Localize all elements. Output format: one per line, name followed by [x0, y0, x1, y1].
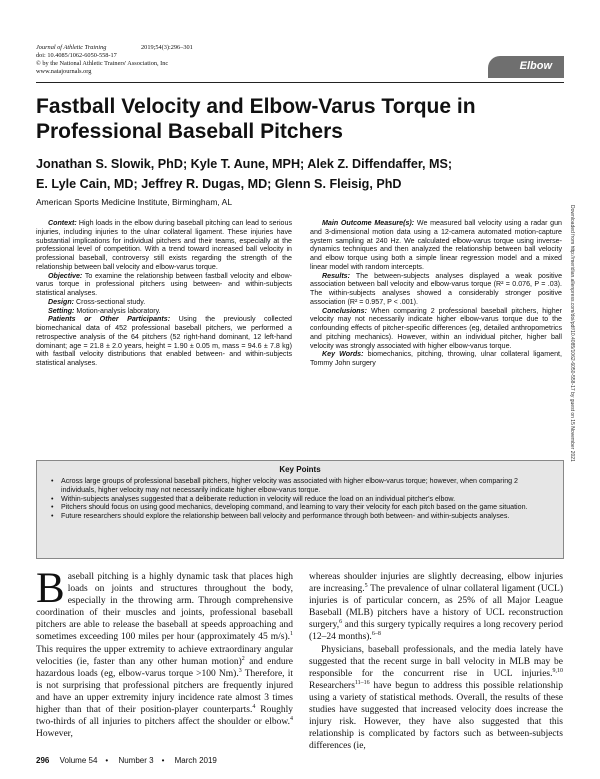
abstract-context: Context: High loads in the elbow during baseball pitching can lead to serious injuries, including injuries to the ulnar collateral ligament. These injuries have substantial implications for individual pitchers and their teams, especially at the professional level of competition. With a trend toward increased ball velocity in professional baseball, controversy still exists regarding the strength of the relationship between ball velocity and elbow-varus torque.	[36, 219, 292, 271]
authors-line-2: E. Lyle Cain, MD; Jeffrey R. Dugas, MD; Glenn S. Fleisig, PhD	[36, 177, 402, 191]
abstract-conclusions: Conclusions: When comparing 2 professional baseball pitchers, higher velocity may not necessarily indicate higher elbow-varus torque due to the confounding effects of pitcher-specific differences (eg, detailed anthropometrics and pitching mechanics). However, within an individual pitcher, higher ball velocity was strongly associated with higher elbow-varus torque.	[310, 306, 562, 350]
citation: 6	[339, 619, 343, 626]
abstract-right-column	[310, 219, 562, 368]
key-point-item: • Future researchers should explore the relationship between ball velocity and performance through both between- and within-subjects analyses.	[51, 512, 551, 521]
journal-citation-line	[36, 44, 366, 52]
footer-volume: Volume 54	[59, 756, 98, 765]
download-note	[566, 205, 576, 675]
section-tab	[488, 56, 564, 78]
abstract-results: Results: The between-subjects analyses displayed a weak positive association between ball velocity and elbow-varus torque (R² = 0.076, P = .03). The within-subjects analyses showed a considerably stronger positive association (R² = 0.957, P < .001).	[310, 271, 563, 306]
drop-cap: B	[36, 565, 65, 612]
citation: 11–16	[354, 679, 370, 686]
abstract-setting: Setting: Motion-analysis laboratory.	[48, 306, 161, 315]
citation: 1	[290, 631, 293, 638]
key-points-list	[51, 477, 551, 521]
article-title	[36, 94, 556, 144]
abstract-keywords: Key Words: biomechanics, pitching, throwing, ulnar collateral ligament, Tommy John surgery	[310, 350, 562, 367]
abstract-outcome: Main Outcome Measure(s): We measured ball velocity using a radar gun and 3-dimensional motion data using a 12-camera automated motion-capture system sampling at 240 Hz. We calculated elbow-varus torque using inverse-dynamics techniques and then analyzed the relationship between ball velocity and elbow torque using both a simple linear regression model and a mixed linear model with random intercepts.	[310, 219, 562, 271]
page-footer	[36, 756, 225, 765]
citation: 4	[252, 703, 256, 710]
author-list	[36, 154, 556, 194]
key-point-item: • Across large groups of professional baseball pitchers, higher velocity was associated with higher elbow-varus torque; however, when comparing 2 individuals, higher velocity may not necessarily indicate higher elbow-varus torque.	[51, 477, 551, 495]
section-label: Elbow	[519, 60, 552, 72]
citation: 3	[238, 667, 242, 674]
journal-name: Journal of Athletic Training	[36, 44, 107, 51]
body-right-column	[309, 571, 563, 752]
citation: 4	[290, 715, 293, 722]
abstract-objective: Objective: To examine the relationship between fastball velocity and elbow-varus torque in professional pitchers using between- and within-subjects statistical analyses.	[36, 271, 292, 297]
citation: 9,10	[552, 667, 563, 674]
copyright: © by the National Athletic Trainers' Association, Inc	[36, 60, 169, 67]
page-number: 296	[36, 756, 50, 765]
key-points-box	[36, 460, 564, 559]
title-line-2: Professional Baseball Pitchers	[36, 120, 343, 143]
key-points-title: Key Points	[279, 465, 321, 474]
download-note-text: Downloaded from http://meridian.allenpress.com/doi/pdf/10.4085/1062-6050-558-17 by guest on 15 November 2021	[569, 205, 575, 462]
citation: 6–8	[371, 631, 381, 638]
doi: doi: 10.4085/1062-6050-558-17	[36, 52, 117, 59]
abstract-left-column	[36, 219, 292, 368]
key-point-item: • Pitchers should focus on using good mechanics, developing command, and learning to vary their velocity for each pitch based on the game situation.	[51, 503, 551, 512]
footer-separator: •	[161, 756, 165, 765]
footer-date: March 2019	[174, 756, 217, 765]
citation: 5	[364, 582, 368, 589]
body-left-column	[36, 565, 293, 740]
journal-citation: 2019;54(3):296–301	[141, 44, 193, 51]
affiliation: American Sports Medicine Institute, Birmingham, AL	[36, 197, 233, 207]
key-point-item: • Within-subjects analyses suggested that a deliberate reduction in velocity will reduce the load on an individual pitcher's elbow.	[51, 495, 551, 504]
header-rule	[36, 82, 564, 83]
footer-number: Number 3	[118, 756, 154, 765]
footer-separator: •	[105, 756, 109, 765]
title-line-1: Fastball Velocity and Elbow-Varus Torque in	[36, 95, 476, 118]
abstract-design: Design: Cross-sectional study.	[48, 297, 146, 306]
body-paragraph: whereas shoulder injuries are slightly decreasing, elbow injuries are increasing.$^5$ The prevalence of ulnar collateral ligament (UCL) injuries is of particular concern, as 25% of all Major League Baseball (MLB) pitchers have a history of UCL reconstruction surgery,$^6$ and this surgery typically requires a long recovery period (12–24 months).$^{6-8}$	[309, 572, 563, 643]
body-paragraph: Baseball pitching is a highly dynamic task that places high loads on joints and structures throughout the body, especially in the throwing arm. Through comprehensive coordination of their muscles and joints, professional baseball pitchers are able to release the baseball at speeds approaching and sometimes exceeding 100 miles per hour (approximately 45 m/s).$^1$ This requires the upper extremity to achieve extraordinary angular velocities (ie, faster than any other human motion)$^2$ and endure hazardous loads (eg, elbow-varus torque >100 Nm).$^3$ Therefore, it is not surprising that professional pitchers are frequently injured and have an upper extremity injury incidence rate almost 3 times higher than that of their position-player counterparts.$^4$ Roughly two-thirds of all injuries to pitchers affect the shoulder or elbow.$^4$ However,	[36, 565, 293, 740]
body-paragraph: Physicians, baseball professionals, and the media lately have suggested that the recent surge in ball velocity in MLB may be responsible for the concurrent rise in UCL injuries.$^{9,10}$ Researchers$^{11-16}$ have begun to address this possible relationship using a variety of statistical methods. Overall, the results of these studies have suggested that increased velocity does increase the injury risk. However, they have also suggested that this relationship is complicated by factors such as between-subjects differences (ie,	[309, 644, 563, 752]
website: www.natajournals.org	[36, 68, 92, 75]
journal-header	[36, 44, 366, 76]
authors-line-1: Jonathan S. Slowik, PhD; Kyle T. Aune, MPH; Alek Z. Diffendaffer, MS;	[36, 157, 453, 171]
abstract-patients: Patients or Other Participants: Using the previously collected biomechanical data of 452 professional baseball pitchers, we performed a retrospective analysis of the 64 pitchers (52 right-hand dominant, 12 left-hand dominant; age = 21.8 ± 2.0 years, height = 1.90 ± 0.05 m, mass = 94.6 ± 7.8 kg) with fastball velocity distributions that enabled between- and within-subjects statistical analyses.	[36, 315, 292, 367]
citation: 2	[241, 655, 245, 662]
